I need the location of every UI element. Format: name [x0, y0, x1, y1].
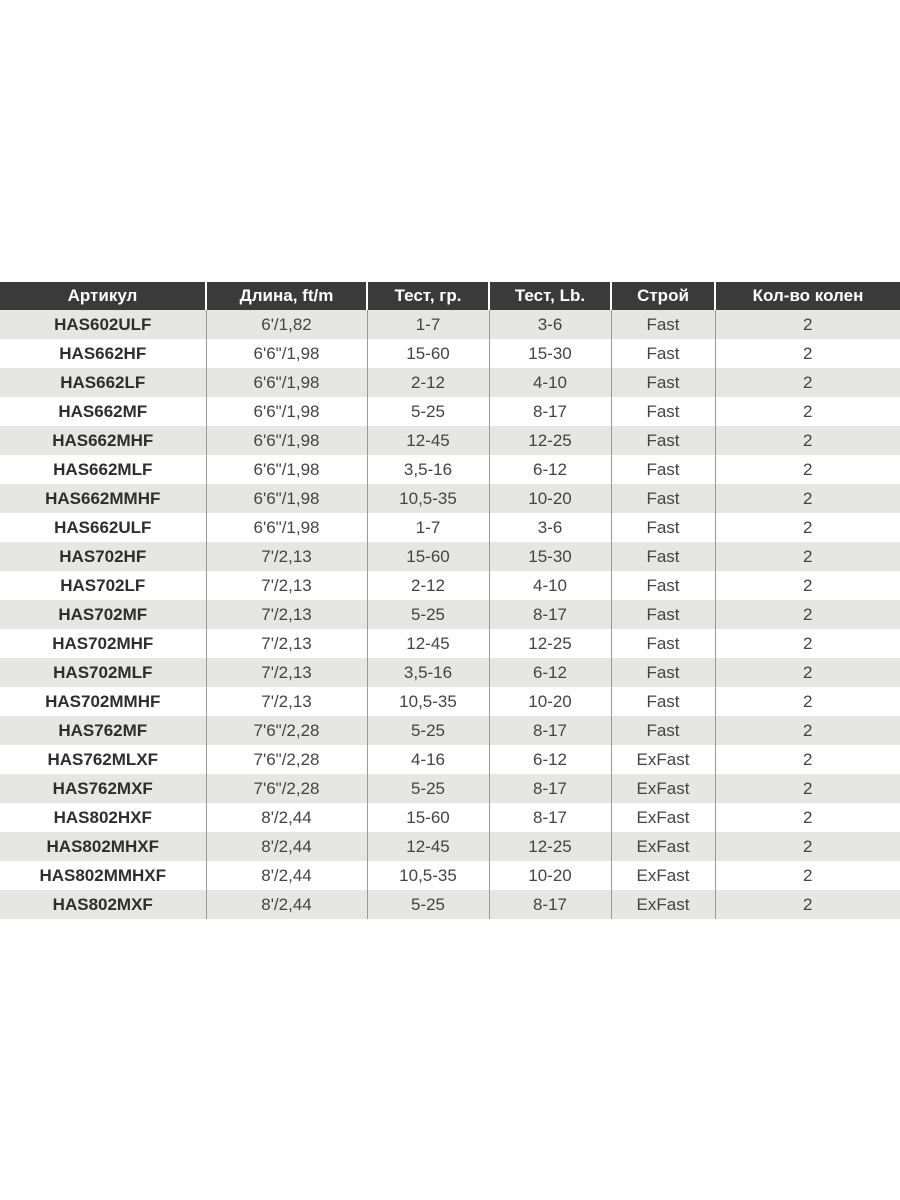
- spec-table-container: [0, 282, 900, 919]
- cell-length: 7'/2,13: [206, 658, 367, 687]
- table-row: [0, 716, 900, 745]
- cell-sections: 2: [715, 658, 900, 687]
- cell-sku: HAS702MMHF: [0, 687, 206, 716]
- cell-test-grams: 5-25: [367, 890, 489, 919]
- table-row: [0, 484, 900, 513]
- table-row: [0, 774, 900, 803]
- cell-length: 6'6"/1,98: [206, 484, 367, 513]
- table-row: [0, 600, 900, 629]
- cell-action: Fast: [611, 658, 715, 687]
- cell-test-lb: 12-25: [489, 426, 611, 455]
- cell-sku: HAS802MHXF: [0, 832, 206, 861]
- cell-test-lb: 12-25: [489, 629, 611, 658]
- cell-action: ExFast: [611, 803, 715, 832]
- cell-action: ExFast: [611, 745, 715, 774]
- cell-action: ExFast: [611, 861, 715, 890]
- table-row: [0, 832, 900, 861]
- cell-test-lb: 3-6: [489, 310, 611, 339]
- table-row: [0, 513, 900, 542]
- cell-test-lb: 8-17: [489, 600, 611, 629]
- cell-sections: 2: [715, 397, 900, 426]
- cell-sku: HAS662ULF: [0, 513, 206, 542]
- header-sections: Кол-во колен: [715, 282, 900, 310]
- cell-sections: 2: [715, 513, 900, 542]
- table-row: [0, 455, 900, 484]
- table-row: [0, 803, 900, 832]
- cell-length: 6'6"/1,98: [206, 339, 367, 368]
- table-row: [0, 658, 900, 687]
- header-row: [0, 282, 900, 310]
- cell-test-lb: 10-20: [489, 687, 611, 716]
- cell-sku: HAS762MXF: [0, 774, 206, 803]
- cell-test-lb: 15-30: [489, 542, 611, 571]
- cell-test-grams: 15-60: [367, 803, 489, 832]
- table-row: [0, 397, 900, 426]
- cell-length: 7'/2,13: [206, 542, 367, 571]
- cell-action: Fast: [611, 716, 715, 745]
- cell-action: Fast: [611, 571, 715, 600]
- cell-action: ExFast: [611, 774, 715, 803]
- cell-length: 7'6"/2,28: [206, 774, 367, 803]
- cell-sku: HAS702HF: [0, 542, 206, 571]
- cell-test-grams: 1-7: [367, 310, 489, 339]
- cell-sections: 2: [715, 687, 900, 716]
- cell-action: Fast: [611, 426, 715, 455]
- cell-test-lb: 10-20: [489, 861, 611, 890]
- cell-test-grams: 10,5-35: [367, 861, 489, 890]
- cell-sections: 2: [715, 571, 900, 600]
- cell-action: Fast: [611, 629, 715, 658]
- cell-sections: 2: [715, 803, 900, 832]
- table-row: [0, 571, 900, 600]
- cell-sku: HAS702MLF: [0, 658, 206, 687]
- cell-length: 6'6"/1,98: [206, 397, 367, 426]
- cell-test-grams: 2-12: [367, 571, 489, 600]
- cell-sku: HAS802MMHXF: [0, 861, 206, 890]
- cell-action: Fast: [611, 687, 715, 716]
- cell-action: Fast: [611, 339, 715, 368]
- cell-action: Fast: [611, 397, 715, 426]
- cell-sections: 2: [715, 890, 900, 919]
- cell-sections: 2: [715, 600, 900, 629]
- header-sku: Артикул: [0, 282, 206, 310]
- cell-length: 7'/2,13: [206, 600, 367, 629]
- header-length: Длина, ft/m: [206, 282, 367, 310]
- cell-sections: 2: [715, 832, 900, 861]
- table-row: [0, 542, 900, 571]
- cell-action: Fast: [611, 310, 715, 339]
- cell-test-grams: 15-60: [367, 339, 489, 368]
- table-row: [0, 629, 900, 658]
- cell-sections: 2: [715, 542, 900, 571]
- table-row: [0, 339, 900, 368]
- cell-test-grams: 12-45: [367, 832, 489, 861]
- table-body: [0, 310, 900, 919]
- cell-sku: HAS662MLF: [0, 455, 206, 484]
- cell-action: ExFast: [611, 832, 715, 861]
- cell-length: 7'6"/2,28: [206, 716, 367, 745]
- cell-test-grams: 3,5-16: [367, 455, 489, 484]
- cell-length: 7'/2,13: [206, 571, 367, 600]
- cell-sections: 2: [715, 339, 900, 368]
- cell-sections: 2: [715, 745, 900, 774]
- cell-test-grams: 15-60: [367, 542, 489, 571]
- cell-length: 7'/2,13: [206, 629, 367, 658]
- cell-test-lb: 6-12: [489, 455, 611, 484]
- cell-length: 8'/2,44: [206, 803, 367, 832]
- cell-sku: HAS662MHF: [0, 426, 206, 455]
- cell-sections: 2: [715, 861, 900, 890]
- table-row: [0, 861, 900, 890]
- cell-test-grams: 5-25: [367, 397, 489, 426]
- cell-sku: HAS662LF: [0, 368, 206, 397]
- cell-test-grams: 4-16: [367, 745, 489, 774]
- cell-test-lb: 3-6: [489, 513, 611, 542]
- cell-test-lb: 8-17: [489, 716, 611, 745]
- cell-sections: 2: [715, 716, 900, 745]
- cell-test-lb: 8-17: [489, 397, 611, 426]
- cell-sku: HAS762MLXF: [0, 745, 206, 774]
- cell-action: Fast: [611, 542, 715, 571]
- cell-length: 8'/2,44: [206, 832, 367, 861]
- cell-test-grams: 2-12: [367, 368, 489, 397]
- cell-test-grams: 3,5-16: [367, 658, 489, 687]
- cell-sku: HAS802MXF: [0, 890, 206, 919]
- cell-sections: 2: [715, 484, 900, 513]
- cell-action: Fast: [611, 600, 715, 629]
- cell-length: 8'/2,44: [206, 890, 367, 919]
- cell-length: 6'6"/1,98: [206, 426, 367, 455]
- cell-test-grams: 10,5-35: [367, 687, 489, 716]
- table-row: [0, 890, 900, 919]
- cell-length: 6'/1,82: [206, 310, 367, 339]
- cell-sections: 2: [715, 426, 900, 455]
- cell-sku: HAS762MF: [0, 716, 206, 745]
- cell-test-grams: 5-25: [367, 716, 489, 745]
- table-row: [0, 745, 900, 774]
- header-action: Строй: [611, 282, 715, 310]
- table-row: [0, 687, 900, 716]
- cell-test-lb: 8-17: [489, 774, 611, 803]
- header-test-grams: Тест, гр.: [367, 282, 489, 310]
- header-test-lb: Тест, Lb.: [489, 282, 611, 310]
- cell-length: 7'6"/2,28: [206, 745, 367, 774]
- cell-sku: HAS662MMHF: [0, 484, 206, 513]
- cell-test-lb: 8-17: [489, 803, 611, 832]
- cell-test-grams: 5-25: [367, 774, 489, 803]
- cell-sku: HAS602ULF: [0, 310, 206, 339]
- cell-sku: HAS802HXF: [0, 803, 206, 832]
- cell-test-lb: 12-25: [489, 832, 611, 861]
- cell-sku: HAS662HF: [0, 339, 206, 368]
- cell-sections: 2: [715, 774, 900, 803]
- cell-sections: 2: [715, 629, 900, 658]
- cell-test-lb: 15-30: [489, 339, 611, 368]
- cell-sku: HAS662MF: [0, 397, 206, 426]
- cell-action: ExFast: [611, 890, 715, 919]
- cell-sku: HAS702MF: [0, 600, 206, 629]
- cell-sections: 2: [715, 310, 900, 339]
- cell-sku: HAS702MHF: [0, 629, 206, 658]
- cell-test-grams: 12-45: [367, 629, 489, 658]
- cell-sections: 2: [715, 455, 900, 484]
- cell-test-grams: 10,5-35: [367, 484, 489, 513]
- cell-action: Fast: [611, 455, 715, 484]
- cell-length: 6'6"/1,98: [206, 513, 367, 542]
- cell-sku: HAS702LF: [0, 571, 206, 600]
- cell-action: Fast: [611, 368, 715, 397]
- cell-test-lb: 10-20: [489, 484, 611, 513]
- cell-length: 8'/2,44: [206, 861, 367, 890]
- cell-length: 7'/2,13: [206, 687, 367, 716]
- cell-length: 6'6"/1,98: [206, 368, 367, 397]
- cell-sections: 2: [715, 368, 900, 397]
- table-row: [0, 426, 900, 455]
- cell-test-lb: 6-12: [489, 745, 611, 774]
- cell-test-grams: 12-45: [367, 426, 489, 455]
- cell-test-lb: 4-10: [489, 368, 611, 397]
- rod-spec-table: [0, 282, 900, 919]
- cell-test-grams: 1-7: [367, 513, 489, 542]
- cell-test-lb: 4-10: [489, 571, 611, 600]
- cell-test-lb: 6-12: [489, 658, 611, 687]
- cell-action: Fast: [611, 513, 715, 542]
- table-row: [0, 368, 900, 397]
- table-header: [0, 282, 900, 310]
- cell-length: 6'6"/1,98: [206, 455, 367, 484]
- table-row: [0, 310, 900, 339]
- cell-test-lb: 8-17: [489, 890, 611, 919]
- cell-test-grams: 5-25: [367, 600, 489, 629]
- cell-action: Fast: [611, 484, 715, 513]
